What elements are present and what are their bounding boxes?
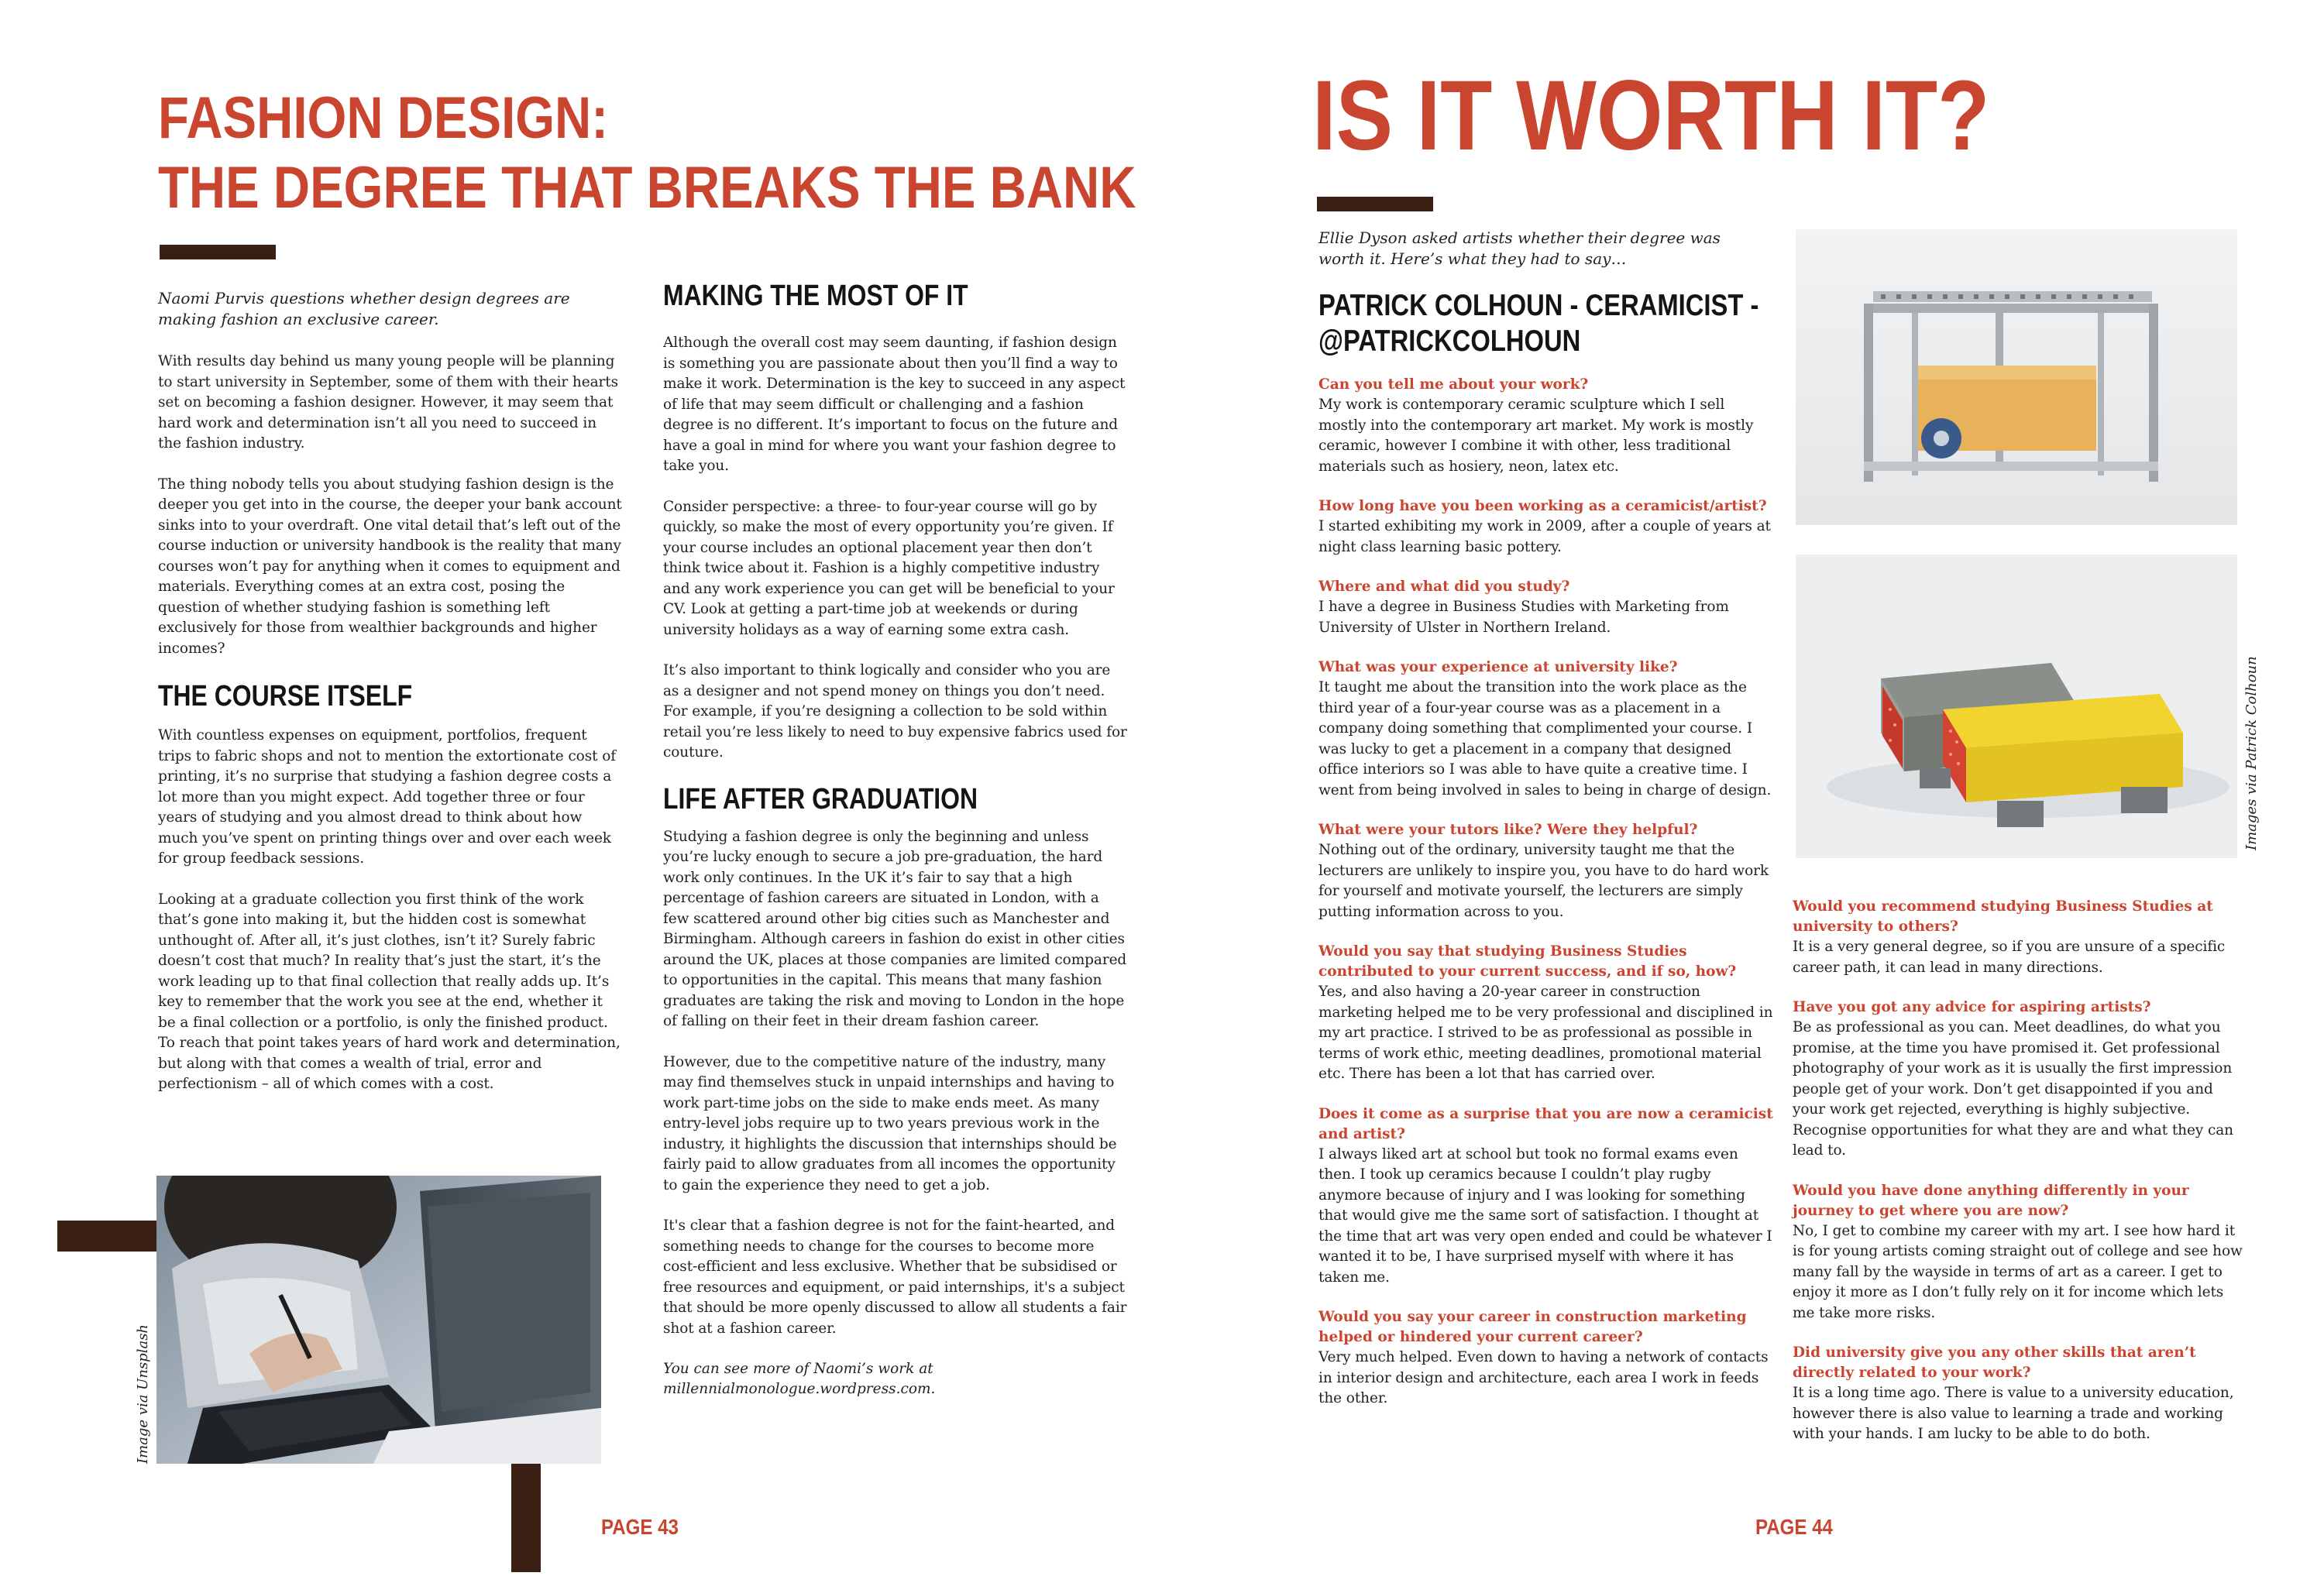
photo-ceramic-sculpture-frame <box>1796 229 2237 525</box>
qa-item <box>1793 1343 2250 1445</box>
qa-question: Can you tell me about your work? <box>1318 376 1589 393</box>
right-image-credit: Images via Patrick Colhoun <box>2243 656 2260 850</box>
qa-answer: No, I get to combine my career with my art. I see how hard it is for young artists coming straight out of college and see how many fall by the wayside in terms of art as a career. I get to enjoy it more as I don’t fully rely on it for income which lets me take more risks. <box>1793 1222 2243 1321</box>
qa-answer: Be as professional as you can. Meet deadlines, do what you promise, at the time you have promised it. Get professional photography of your work as it is usually the first impression people get of your work. Don’t get disappointed if you and your work get rejected, everything is highly subjective. Recognise opportunities for what they are and what they can lead to. <box>1793 1019 2233 1159</box>
qa-question: Have you got any advice for aspiring artists? <box>1793 999 2151 1015</box>
artist-heading-line1: PATRICK COLHOUN - CERAMICIST - <box>1318 289 1759 322</box>
qa-item <box>1318 1104 1776 1289</box>
left-headline <box>158 84 1224 223</box>
left-paragraph: Consider perspective: a three- to four-year course will go by quickly, so make the most of every opportunity you’re given. If your course includes an optional placement year then don’t think twice about it. Fashion is a highly competitive industry and any work experience you can get will be beneficial to your CV. Look at getting a part-time job at weekends or during university holidays as a way of earning some extra cash. <box>663 498 1115 638</box>
section-heading-life-after-graduation: LIFE AFTER GRADUATION <box>663 782 978 816</box>
qa-item <box>1318 496 1776 558</box>
qa-answer: Nothing out of the ordinary, university taught me that the lecturers are unlikely to inspire you, you have to do hard work for yourself and motivate yourself, the lecturers are simply putting information across to you. <box>1318 842 1769 920</box>
benches-illustration <box>1796 555 2237 858</box>
qa-question: Would you say your career in construction marketing helped or hindered your current career? <box>1318 1309 1747 1345</box>
qa-answer: Yes, and also having a 20-year career in construction marketing helped me to be very professional and disciplined in my art practice. I strived to be as professional as possible in terms of work ethic, meeting deadlines, promotional material etc. There has been a lot that has carried over. <box>1318 984 1773 1082</box>
left-outro: You can see more of Naomi’s work at millennialmonologue.wordpress.com. <box>663 1361 936 1397</box>
left-paragraph: It’s also important to think logically and consider who you are as a designer and not spend money on things you don’t need. For example, if you’re designing a collection to be sold within retail you’re less likely to need to buy expensive fabrics used for couture. <box>663 662 1127 761</box>
left-image-credit-holder <box>135 1324 158 1471</box>
left-image-credit: Image via Unsplash <box>135 1324 151 1464</box>
qa-item <box>1318 658 1776 801</box>
artist-heading <box>1318 288 1774 359</box>
left-paragraph: However, due to the competitive nature of the industry, many may find themselves stuck in unpaid internships and having to work part-time jobs on the side to make ends meet. As many entry-level jobs require up to two years previous work in the industry, it highlights the discussion that internships should be fairly paid to allow graduates from all incomes the opportunity to gain the experience they need to get a job. <box>663 1053 1117 1193</box>
page-number-43: PAGE 43 <box>601 1515 679 1539</box>
qa-item <box>1318 820 1776 922</box>
qa-question: Where and what did you study? <box>1318 579 1570 595</box>
qa-item <box>1793 998 2250 1162</box>
right-headline: IS IT WORTH IT? <box>1312 60 1990 171</box>
qa-question: What was your experience at university like? <box>1318 659 1678 675</box>
left-paragraph: With results day behind us many young people will be planning to start university in September, some of them with their hearts set on becoming a fashion designer. However, it may seem that hard work and determination isn’t all you need to succeed in the fashion industry. <box>158 353 618 452</box>
left-intro: Naomi Purvis questions whether design degrees are making fashion an exclusive career. <box>158 289 570 328</box>
left-paragraph: Although the overall cost may seem daunting, if fashion design is something you are passionate about then you’ll find a way to make it work. Determination is the key to succeed in any aspect of life that may seem difficult or challenging and a fashion degree is no different. It’s important to focus on the future and have a goal in mind for where you want your fashion degree to take you. <box>663 335 1126 474</box>
qa-answer: I started exhibiting my work in 2009, after a couple of years at night class learning basic pottery. <box>1318 518 1771 555</box>
right-image-credit-holder <box>2243 656 2267 858</box>
left-headline-line1: FASHION DESIGN: <box>158 85 609 151</box>
left-paragraph: Studying a fashion degree is only the beginning and unless you’re lucky enough to secure a job pre-graduation, the hard work only continues. In the UK it’s fair to say that a high percentage of fashion careers are situated in London, with a few scattered around other big cities such as Manchester and Birmingham. Although careers in fashion do exist in other cities around the UK, places at those companies are limited compared to opportunities in the capital. This means that many fashion graduates are taking the risk and moving to London in the hope of falling on their feet in their dream fashion career. <box>663 828 1127 1029</box>
qa-answer: My work is contemporary ceramic sculpture which I sell mostly into the contemporary art market. My work is mostly ceramic, however I combine it with other, less traditional materials such as hosiery, neon, latex etc. <box>1318 397 1754 475</box>
qa-item <box>1793 1181 2250 1324</box>
qa-answer: It is a long time ago. There is value to a university education, however there is also value to learning a trade and working with your hands. I am lucky to be able to do both. <box>1793 1385 2234 1442</box>
qa-question: Would you recommend studying Business Studies at university to others? <box>1793 898 2213 935</box>
right-intro: Ellie Dyson asked artists whether their degree was worth it. Here’s what they had to say… <box>1318 228 1721 268</box>
page-number-44: PAGE 44 <box>1755 1515 1833 1539</box>
qa-item <box>1318 577 1776 638</box>
left-paragraph: With countless expenses on equipment, portfolios, frequent trips to fabric shops and not to mention the extortionate cost of printing, it’s no surprise that studying a fashion degree costs a lot more than you might expect. Add together three or four years of studying and you almost dread to think about how much you’ve spent on printing things over and over each week for group feedback sessions. <box>158 727 616 867</box>
artist-heading-line2: @PATRICKCOLHOUN <box>1318 324 1581 358</box>
left-title-rule <box>160 245 276 259</box>
photo-rule-left <box>57 1221 158 1252</box>
qa-answer: Very much helped. Even down to having a network of contacts in interior design and architecture, each area I work in feeds the other. <box>1318 1349 1769 1406</box>
left-headline-line2: THE DEGREE THAT BREAKS THE BANK <box>158 155 1136 221</box>
qa-answer: I have a degree in Business Studies with Marketing from University of Ulster in Northern Ireland. <box>1318 599 1729 636</box>
right-column-1 <box>1318 228 1776 1429</box>
frame-sculpture-illustration <box>1796 229 2237 525</box>
left-column-1 <box>158 288 623 1115</box>
right-title-rule <box>1317 197 1433 211</box>
photo-rule-bottom <box>511 1464 541 1572</box>
qa-question: Would you have done anything differently in your journey to get where you are now? <box>1793 1182 2189 1219</box>
qa-item <box>1793 897 2250 978</box>
section-heading-course-itself: THE COURSE ITSELF <box>158 680 413 713</box>
photo-designer-with-tablet <box>156 1176 601 1464</box>
left-paragraph: Looking at a graduate collection you first think of the work that’s gone into making it, but the hidden cost is somewhat unthought of. After all, it’s just clothes, isn’t it? Surely fabric doesn’t cost that much? In reality that’s just the start, it’s the work leading up to that final collection that really adds up. It’s key to remember that the work you see at the end, whether it be a final collection or a portfolio, is only the finished product. To reach that point takes years of hard work and determination, but along with that comes a wealth of trial, error and perfectionism – all of which comes with a cost. <box>158 891 621 1092</box>
section-heading-making-the-most: MAKING THE MOST OF IT <box>663 280 968 312</box>
photo-ceramic-benches <box>1796 555 2237 858</box>
qa-answer: It taught me about the transition into the work place as the third year of a four-year course was as a placement in a company doing something that complimented your course. I was lucky to get a placement in a company that designed office interiors so I was able to have quite a creative time. I went from being involved in sales to being in charge of design. <box>1318 679 1772 798</box>
qa-answer: It is a very general degree, so if you are unsure of a specific career path, it can lead in many directions. <box>1793 939 2226 976</box>
left-column-2 <box>663 279 1128 1399</box>
tablet-illustration <box>156 1176 601 1464</box>
qa-item <box>1318 942 1776 1085</box>
right-column-2 <box>1793 897 2250 1465</box>
qa-item <box>1318 375 1776 477</box>
qa-question: Would you say that studying Business Studies contributed to your current success, and if so, how? <box>1318 943 1737 980</box>
left-paragraph: The thing nobody tells you about studying fashion design is the deeper you get into in the course, the deeper your bank account sinks into to your overdraft. One vital detail that’s left out of the course induction or university handbook is the reality that many courses won’t pay for anything when it comes to equipment and materials. Everything comes at an extra cost, posing the question of whether studying fashion is something left exclusively for those from wealthier backgrounds and higher incomes? <box>158 476 622 657</box>
qa-answer: I always liked art at school but took no formal exams even then. I took up ceramics because I couldn’t play rugby anymore because of injury and I was looking for something that would give me the same sort of satisfaction. I thought at the time that art was very open ended and could be whatever I wanted it to be, I have surprised myself with where it has taken me. <box>1318 1145 1772 1286</box>
qa-item <box>1318 1307 1776 1410</box>
qa-question: Does it come as a surprise that you are now a ceramicist and artist? <box>1318 1105 1773 1142</box>
qa-question: What were your tutors like? Were they helpful? <box>1318 822 1698 838</box>
left-paragraph: It's clear that a fashion degree is not for the faint-hearted, and something needs to change for the courses to become more cost-efficient and less exclusive. Whether that be subsidised or free resources and equipment, or paid internships, it's a subject that should be more openly discussed to allow all students a fair shot at a fashion career. <box>663 1217 1127 1337</box>
qa-question: Did university give you any other skills that aren’t directly related to your work? <box>1793 1344 2196 1381</box>
qa-question: How long have you been working as a ceramicist/artist? <box>1318 498 1767 514</box>
